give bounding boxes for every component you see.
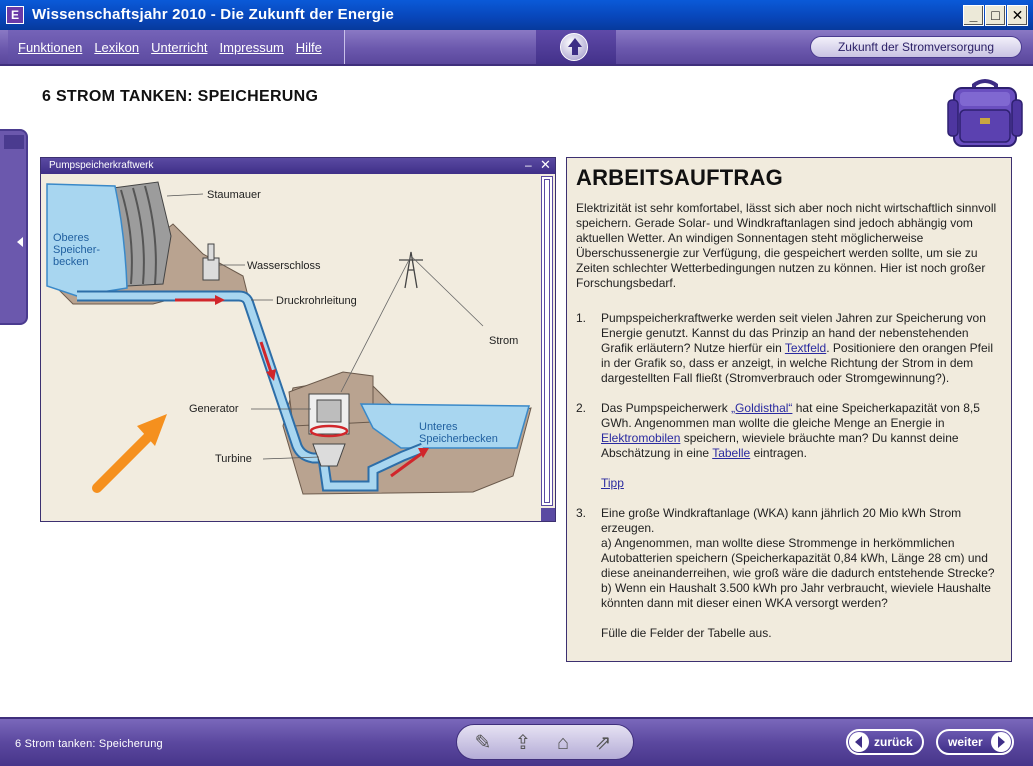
task-text: b) Wenn ein Haushalt 3.500 kWh pro Jahr verbraucht, wieviele Haushalte könnten dann mit dieser einen WKA versorgt werden? bbox=[601, 581, 991, 610]
footer-chapter-label: 6 Strom tanken: Speicherung bbox=[15, 738, 163, 750]
back-button[interactable] bbox=[846, 729, 924, 755]
label-wasserschloss: Wasserschloss bbox=[247, 260, 321, 272]
app-icon: E bbox=[6, 6, 24, 24]
menu-items bbox=[8, 30, 345, 64]
side-drawer-tab[interactable] bbox=[0, 129, 28, 325]
menu-unterricht[interactable]: Unterricht bbox=[151, 39, 208, 55]
task-text: speichern, wieviele bräuchte man? Du kannst deine Abschätzung in eine bbox=[601, 431, 959, 460]
side-tab-handle bbox=[4, 135, 24, 149]
label-generator: Generator bbox=[189, 403, 239, 415]
diagram-title: Pumpspeicherkraftwerk bbox=[49, 160, 154, 171]
menu-bar bbox=[0, 30, 1033, 66]
next-label: weiter bbox=[948, 735, 983, 749]
next-button[interactable] bbox=[936, 729, 1014, 755]
window-title-bar bbox=[0, 0, 1033, 30]
resize-grip-icon[interactable] bbox=[541, 508, 555, 521]
task-text: Das Pumpspeicherwerk bbox=[601, 401, 732, 415]
label-strom: Strom bbox=[489, 335, 519, 347]
menu-lexikon[interactable]: Lexikon bbox=[94, 39, 140, 55]
diagram-close-icon[interactable]: ✕ bbox=[540, 157, 551, 172]
topic-button[interactable]: Zukunft der Stromversorgung bbox=[810, 36, 1022, 58]
tipp-link[interactable]: Tipp bbox=[601, 476, 624, 490]
maximize-button[interactable]: □ bbox=[985, 5, 1006, 26]
up-button[interactable] bbox=[536, 30, 616, 64]
menu-funktionen[interactable]: Funktionen bbox=[18, 39, 83, 55]
bottom-bar bbox=[0, 717, 1033, 766]
home-tool-icon[interactable]: ⌂ bbox=[556, 732, 570, 754]
task-item-3 bbox=[576, 506, 1001, 641]
tool-group bbox=[456, 724, 634, 760]
task-text: eintragen. bbox=[750, 446, 807, 460]
upload-tool-icon[interactable]: ⇪ bbox=[514, 732, 532, 754]
task-text: hat eine Speicherkapazität von 8,5 GWh. Angenommen man wollte die gleiche Menge an Energie in bbox=[601, 401, 980, 430]
diagram-minimize-icon[interactable]: – bbox=[525, 158, 532, 172]
textfeld-link[interactable]: Textfeld bbox=[784, 341, 827, 355]
label-unteres-1: Unteres bbox=[419, 421, 458, 433]
label-turbine: Turbine bbox=[215, 453, 252, 465]
label-oberes-1: Oberes bbox=[53, 232, 90, 244]
label-unteres-2: Speicherbecken bbox=[419, 433, 498, 445]
task-item-1 bbox=[576, 311, 1001, 386]
diagram-scroll-thumb[interactable] bbox=[544, 179, 550, 503]
task-number: 2. bbox=[576, 401, 587, 415]
menu-hilfe[interactable]: Hilfe bbox=[295, 39, 322, 55]
elektromobilen-link[interactable]: Elektromobilen bbox=[601, 431, 681, 445]
diagram-window bbox=[40, 157, 556, 522]
minimize-button[interactable]: _ bbox=[963, 5, 984, 26]
task-intro: Elektrizität ist sehr komfortabel, lässt sich aber noch nicht wirtschaftlich sinnvoll speichern. Gerade Solar- und Windkraftanlagen sind jedoch abhängig vom aktuellen Wetter. An windigen Sonnentagen steht möglicherweise Überschussenergie zur Verfügung, die gespeichert werden sollte, um sie zu Zeiten schlechter Wetterbedingungen nutzen zu können. Hier ist noch großer Forschungsbedarf. bbox=[576, 201, 997, 290]
window-title: Wissenschaftsjahr 2010 - Die Zukunft der Energie bbox=[32, 6, 395, 23]
task-text: Eine große Windkraftanlage (WKA) kann jährlich 20 Mio kWh Strom erzeugen. bbox=[601, 506, 962, 535]
task-text: a) Angenommen, man wollte diese Strommenge in herkömmlichen Autobatterien speichern (Speicherkapazität 0,84 kWh, Länge 28 cm) und diese aneinanderreihen, wie groß wäre die dadurch entstehende Strecke? bbox=[601, 536, 995, 580]
pen-tool-icon[interactable]: ✎ bbox=[474, 732, 492, 754]
label-druckrohrleitung: Druckrohrleitung bbox=[276, 295, 357, 307]
task-body bbox=[601, 401, 1001, 491]
task-text: . Positioniere den orangen Pfeil in der Grafik so, dass er anzeigt, in welche Richtung der Strom in dem dargestellten Fall fließt (Stromverbrauch oder Stromgewinnung?). bbox=[601, 341, 994, 385]
label-oberes-2: Speicher- bbox=[53, 244, 101, 256]
chevron-right-icon bbox=[991, 732, 1011, 752]
task-body bbox=[601, 506, 1001, 641]
diagram-header bbox=[41, 158, 555, 174]
task-heading: ARBEITSAUFTRAG bbox=[576, 165, 783, 190]
task-number: 1. bbox=[576, 311, 587, 325]
close-button[interactable]: ✕ bbox=[1007, 5, 1028, 26]
chevron-left-icon bbox=[849, 732, 869, 752]
task-text: Fülle die Felder der Tabelle aus. bbox=[601, 626, 772, 640]
task-item-2 bbox=[576, 401, 1001, 491]
backpack-icon[interactable] bbox=[944, 74, 1026, 150]
task-text: Pumpspeicherkraftwerke werden seit vielen Jahren zur Speicherung von Energie genutzt. Kannst du das Prinzip an hand der nebenstehenden Grafik erläutern? Nutze hierfür ein bbox=[601, 311, 986, 355]
up-arrow-icon bbox=[560, 33, 588, 61]
label-staumauer: Staumauer bbox=[207, 189, 261, 201]
task-panel bbox=[566, 157, 1012, 662]
chevron-left-icon bbox=[17, 237, 23, 247]
export-tool-icon[interactable]: ⇗ bbox=[594, 732, 612, 754]
diagram-scrollbar[interactable] bbox=[541, 176, 553, 506]
goldisthal-link[interactable]: „Goldisthal“ bbox=[731, 401, 793, 415]
page-title: 6 STROM TANKEN: SPEICHERUNG bbox=[42, 88, 319, 105]
back-label: zurück bbox=[874, 735, 913, 749]
label-oberes-3: becken bbox=[53, 256, 89, 268]
tabelle-link[interactable]: Tabelle bbox=[712, 446, 751, 460]
task-number: 3. bbox=[576, 506, 587, 520]
menu-impressum[interactable]: Impressum bbox=[219, 39, 284, 55]
task-body bbox=[601, 311, 1001, 386]
pumped-storage-diagram bbox=[43, 176, 539, 518]
